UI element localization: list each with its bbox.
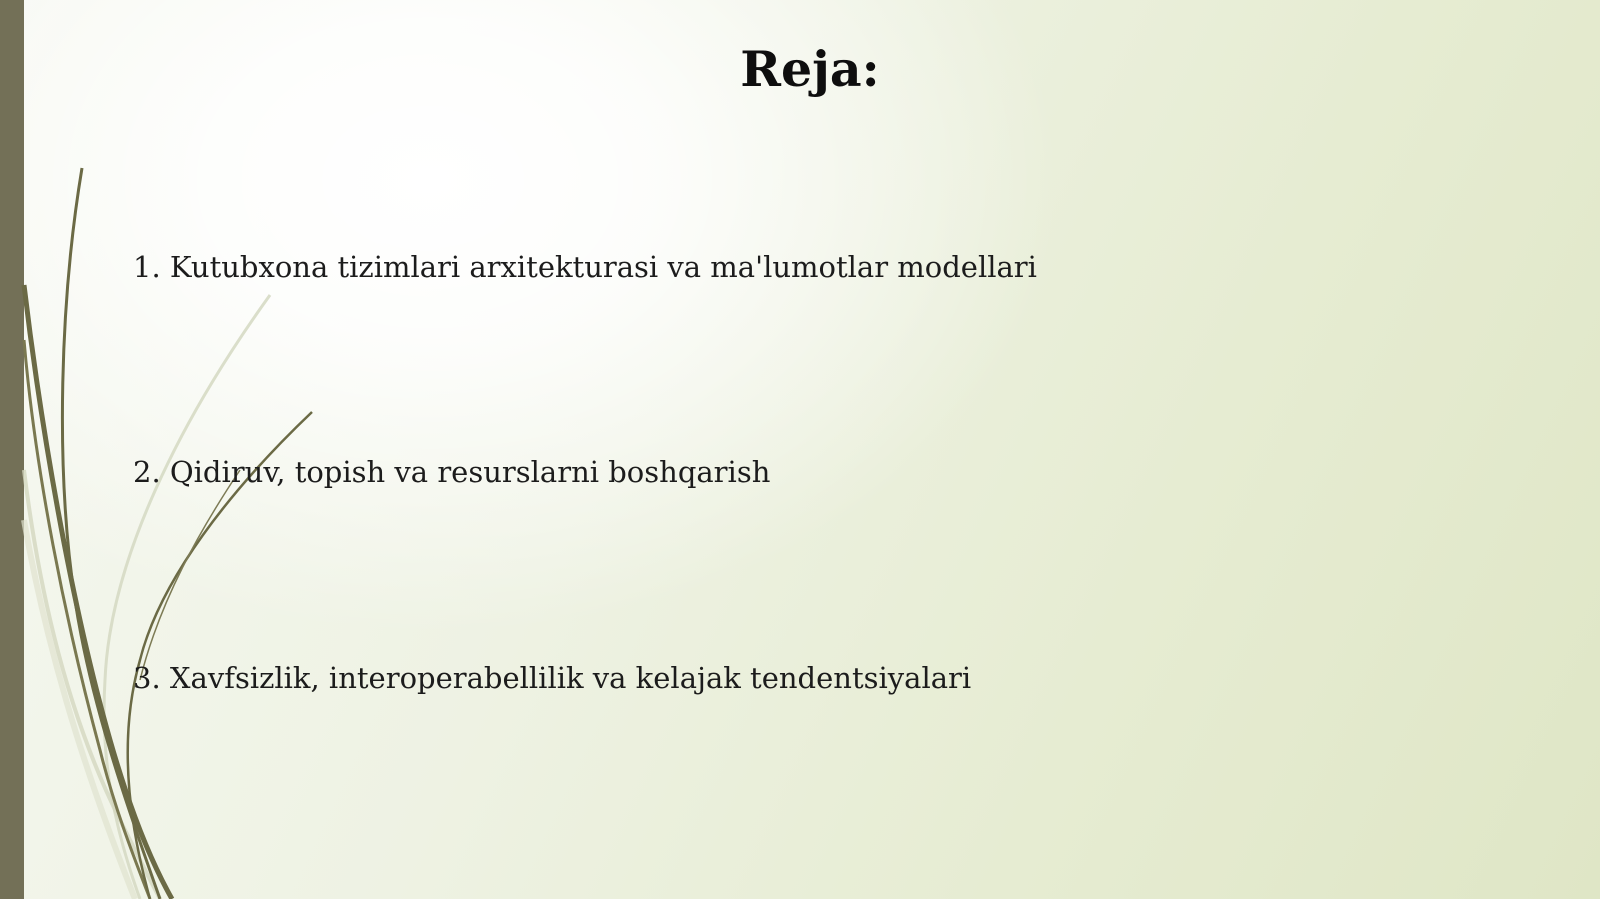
- plan-item-2: 2. Qidiruv, topish va resurslarni boshqarish: [133, 455, 771, 489]
- plan-item-3: 3. Xavfsizlik, interoperabellilik va kelajak tendentsiyalari: [133, 661, 972, 695]
- plan-item-1: 1. Kutubxona tizimlari arxitekturasi va ma'lumotlar modellari: [133, 250, 1037, 284]
- slide-title: Reja:: [740, 40, 880, 98]
